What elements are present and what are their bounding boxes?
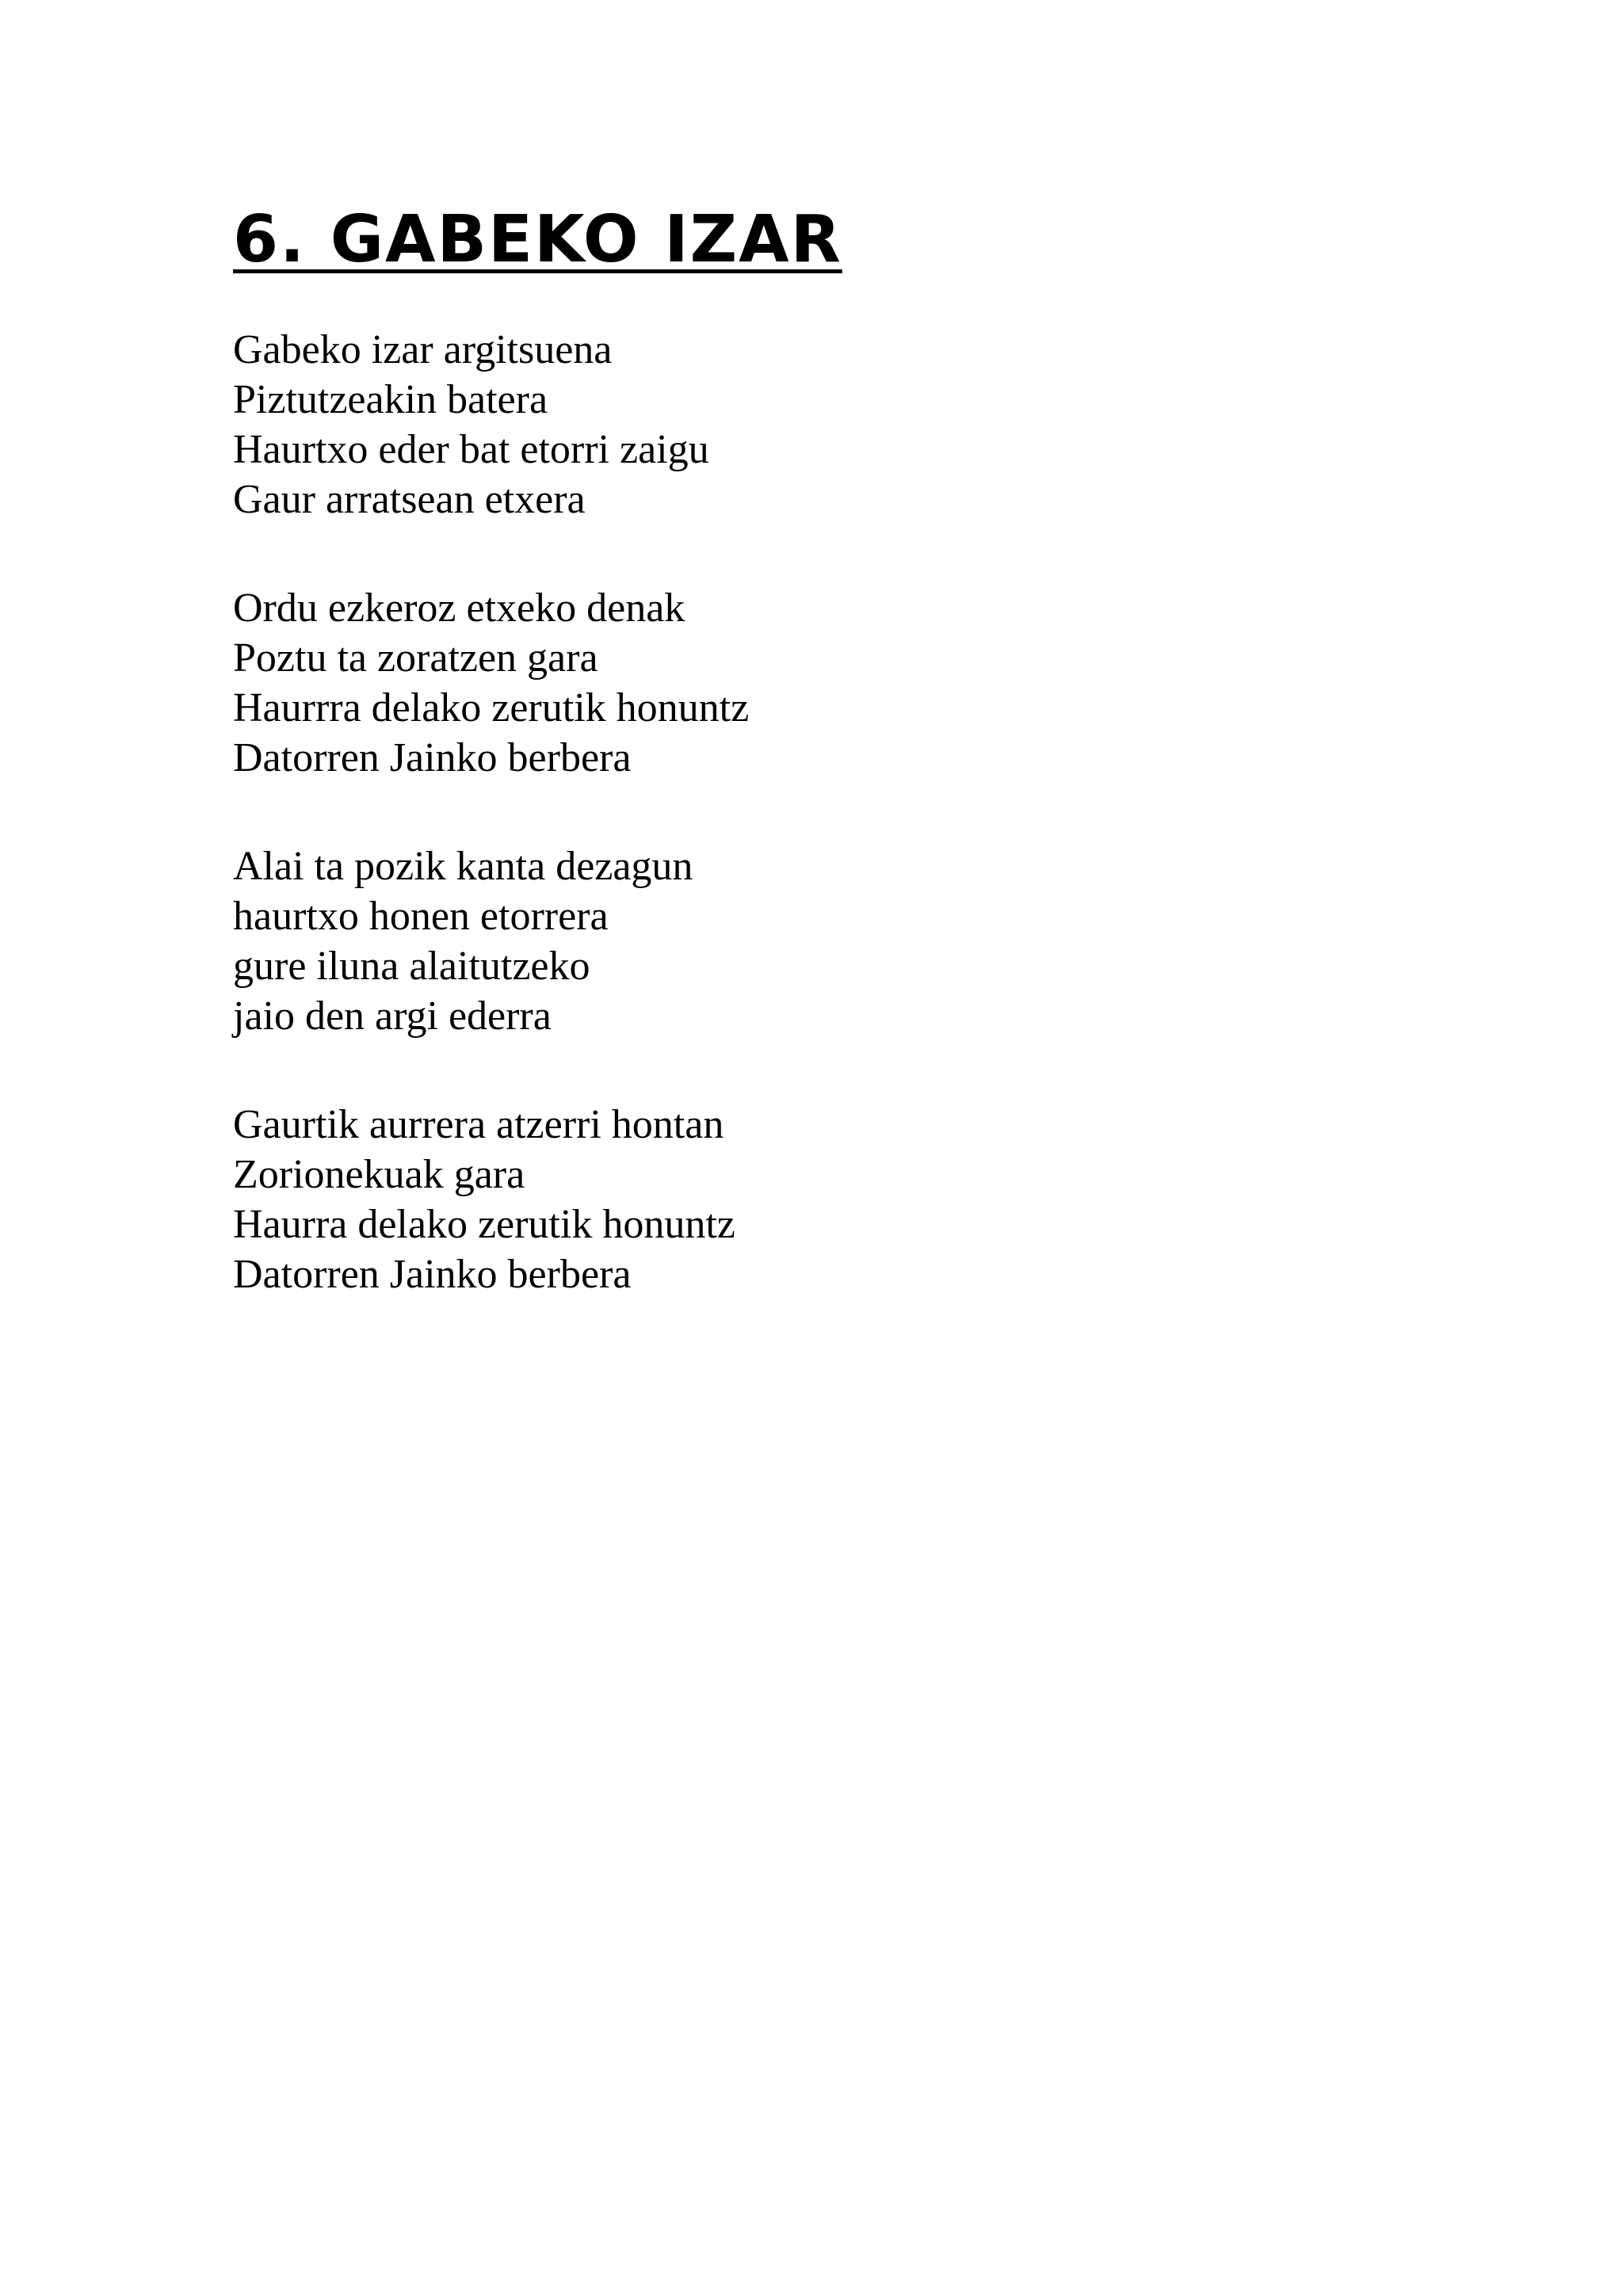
stanza-4 bbox=[233, 1100, 1422, 1299]
lyric-line: Ordu ezkeroz etxeko denak bbox=[233, 585, 685, 631]
page-title: 6. GABEKO IZAR bbox=[233, 202, 842, 277]
lyric-line: Haurtxo eder bat etorri zaigu bbox=[233, 427, 709, 472]
lyric-line: haurtxo honen etorrera bbox=[233, 894, 609, 939]
lyric-line: Haurrra delako zerutik honuntz bbox=[233, 685, 750, 730]
stanza-3 bbox=[233, 841, 1422, 1041]
lyric-line: Poztu ta zoratzen gara bbox=[233, 635, 598, 681]
lyric-line: Datorren Jainko berbera bbox=[233, 1252, 632, 1297]
lyric-line: Gabeko izar argitsuena bbox=[233, 327, 613, 372]
lyric-line: Gaur arratsean etxera bbox=[233, 477, 586, 522]
lyric-line: Piztutzeakin batera bbox=[233, 377, 548, 422]
stanza-2 bbox=[233, 583, 1422, 783]
lyric-line: Gaurtik aurrera atzerri hontan bbox=[233, 1102, 724, 1147]
lyric-line: Haurra delako zerutik honuntz bbox=[233, 1202, 735, 1247]
lyric-line: Datorren Jainko berbera bbox=[233, 735, 632, 780]
lyric-line: jaio den argi ederra bbox=[233, 994, 552, 1039]
lyric-line: gure iluna alaitutzeko bbox=[233, 944, 590, 989]
lyric-line: Alai ta pozik kanta dezagun bbox=[233, 844, 693, 889]
stanza-1 bbox=[233, 325, 1422, 524]
song-lyrics bbox=[233, 325, 1422, 1358]
lyric-line: Zorionekuak gara bbox=[233, 1152, 525, 1197]
